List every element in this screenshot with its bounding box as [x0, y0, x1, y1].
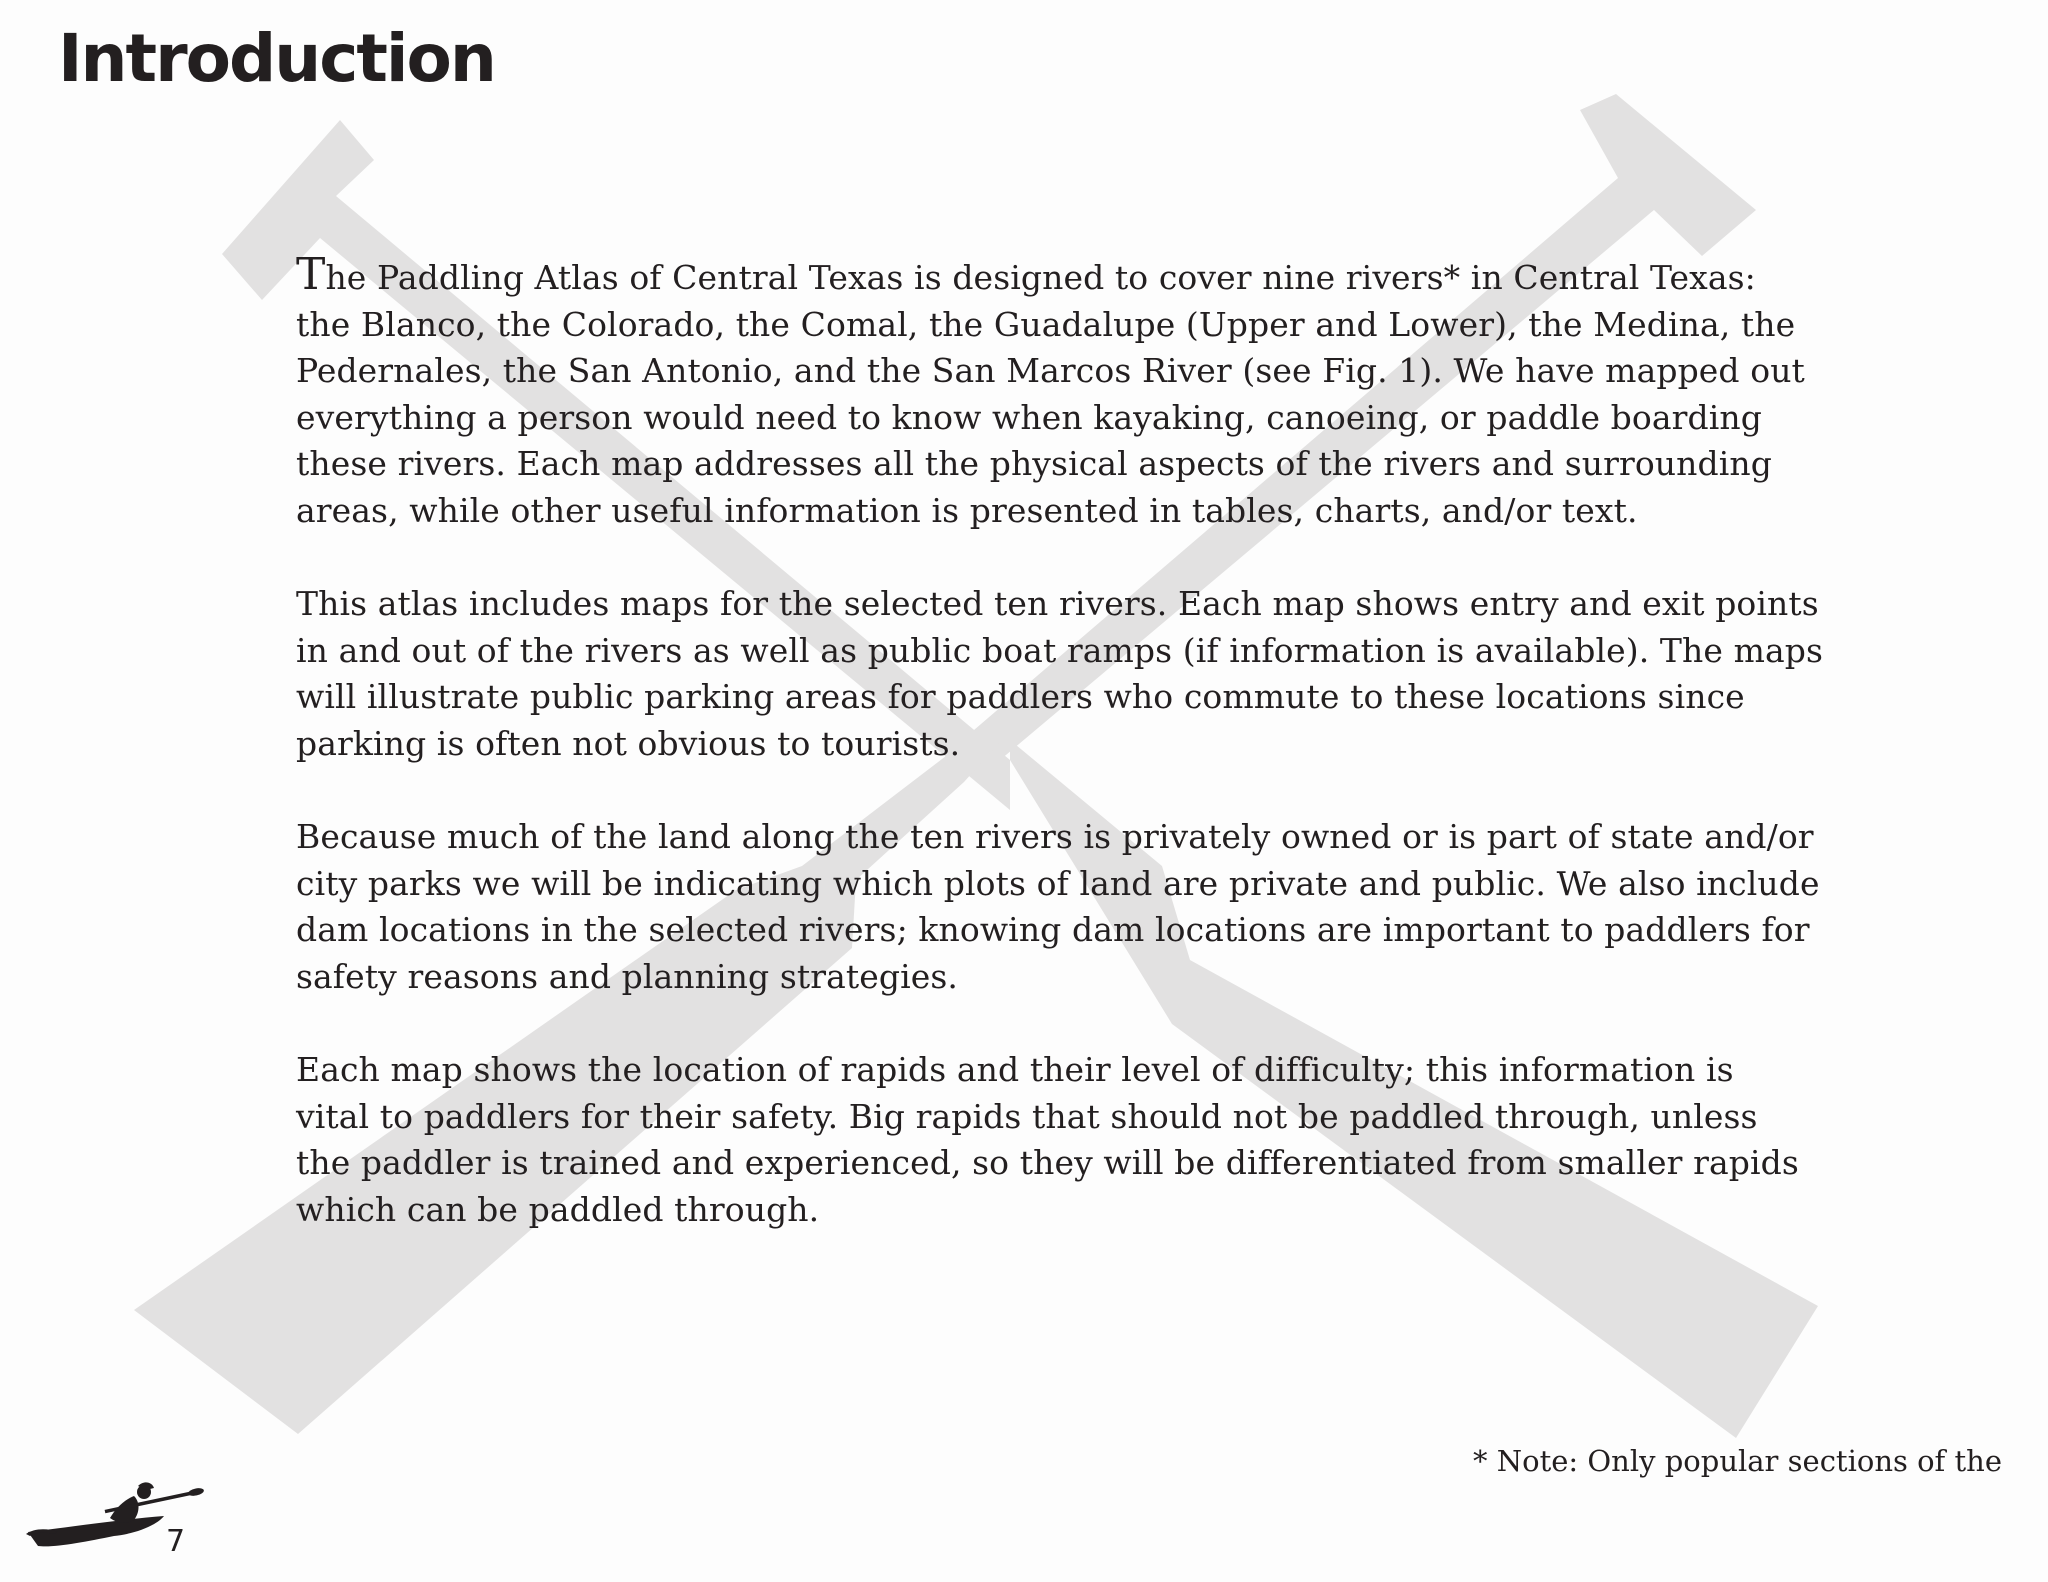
text-line: in and out of the rivers as well as public boat ramps (if information is available). The maps	[296, 630, 1823, 670]
text-line: safety reasons and planning strategies.	[296, 956, 958, 996]
text-line: will illustrate public parking areas for paddlers who commute to these locations since	[296, 677, 1745, 716]
text-line: areas, while other useful information is presented in tables, charts, and/or text.	[296, 490, 1638, 530]
text-line	[296, 249, 1836, 302]
paragraph-1	[296, 249, 1836, 534]
page-title: Introduction	[58, 20, 495, 97]
text-line: everything a person would need to know when kayaking, canoeing, or paddle boarding	[296, 397, 1762, 437]
text-line: parking is often not obvious to tourists.	[296, 723, 961, 763]
paragraph-4	[296, 1047, 1836, 1233]
text-line: the Blanco, the Colorado, the Comal, the Guadalupe (Upper and Lower), the Medina, the	[296, 304, 1796, 344]
footnote: * Note: Only popular sections of the	[1473, 1444, 2002, 1478]
text-line: dam locations in the selected rivers; knowing dam locations are important to paddlers for	[296, 910, 1810, 949]
text-line: Because much of the land along the ten rivers is privately owned or is part of state and/or	[296, 817, 1814, 856]
page-number: 7	[166, 1524, 186, 1559]
body-text	[296, 249, 1836, 1280]
line-text: he Paddling Atlas of Central Texas is designed to cover nine rivers* in Central Texas:	[325, 258, 1756, 297]
text-line: vital to paddlers for their safety. Big rapids that should not be paddled through, unless	[296, 1096, 1758, 1136]
text-line: these rivers. Each map addresses all the physical aspects of the rivers and surrounding	[296, 444, 1772, 483]
paragraph-3	[296, 814, 1836, 1000]
text-line: Pedernales, the San Antonio, and the San Marcos River (see Fig. 1). We have mapped out	[296, 351, 1805, 390]
text-line: Each map shows the location of rapids and their level of difficulty; this information is	[296, 1050, 1734, 1089]
text-line: city parks we will be indicating which plots of land are private and public. We also include	[296, 863, 1820, 903]
paragraph-2	[296, 581, 1836, 767]
drop-cap: T	[296, 249, 326, 300]
text-line: the paddler is trained and experienced, so they will be differentiated from smaller rapids	[296, 1143, 1799, 1182]
text-line: This atlas includes maps for the selected ten rivers. Each map shows entry and exit points	[296, 584, 1819, 623]
text-line: which can be paddled through.	[296, 1189, 820, 1229]
